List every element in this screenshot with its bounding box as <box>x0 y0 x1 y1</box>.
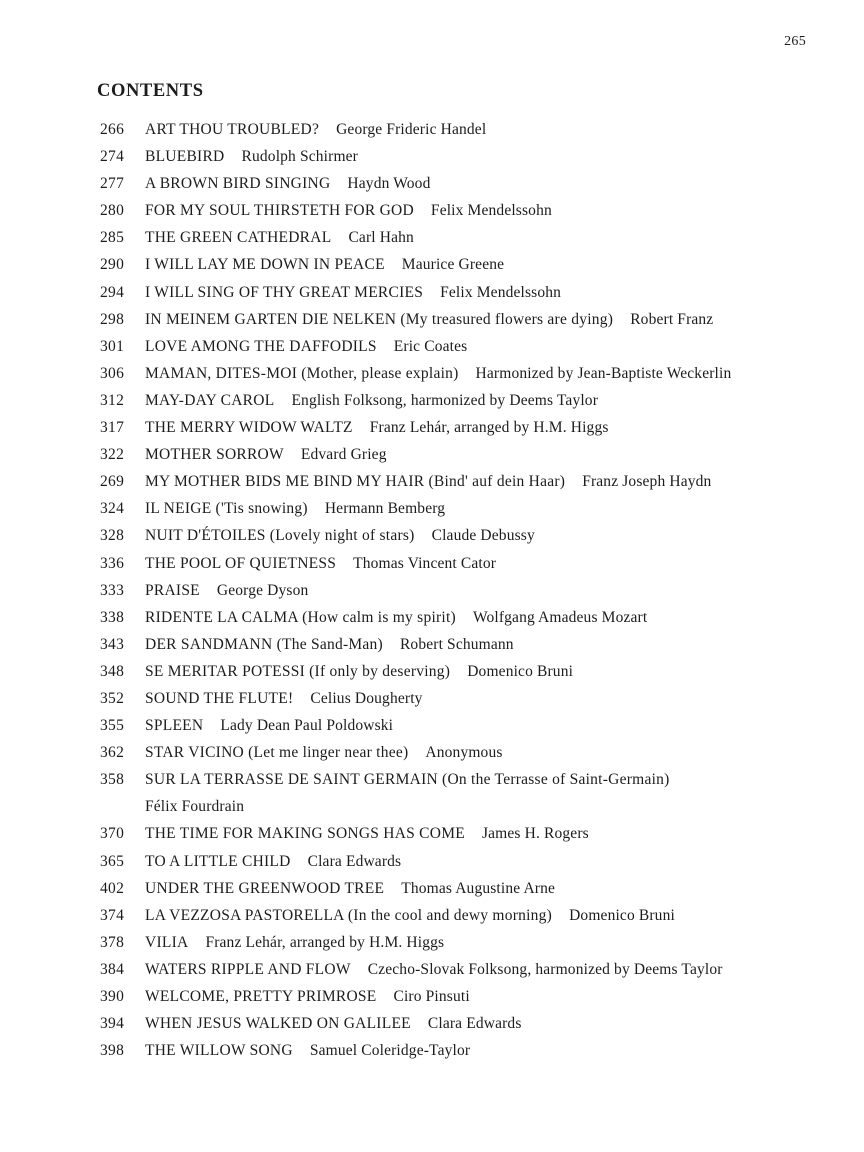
entry-title: MOTHER SORROW <box>145 446 284 464</box>
toc-entry <box>100 333 824 360</box>
toc-entry <box>100 197 824 224</box>
entry-composer: English Folksong, harmonized by Deems Taylor <box>291 391 599 409</box>
toc-entry <box>100 441 824 468</box>
toc-entry <box>100 631 824 658</box>
entry-title: THE MERRY WIDOW WALTZ <box>145 419 353 437</box>
entry-title: THE TIME FOR MAKING SONGS HAS COME <box>145 825 465 843</box>
entry-title: MAMAN, DITES-MOI (Mother, please explain) <box>145 364 459 382</box>
entry-title: DER SANDMANN (The Sand-Man) <box>145 635 383 653</box>
entry-title: SPLEEN <box>145 717 204 735</box>
entry-page-number: 398 <box>100 1042 125 1060</box>
entry-composer: Felix Mendelssohn <box>430 202 552 220</box>
entry-composer: Samuel Coleridge-Taylor <box>309 1042 471 1060</box>
entry-title: WATERS RIPPLE AND FLOW <box>145 960 351 978</box>
entry-page-number: 365 <box>100 852 125 870</box>
toc-entry <box>100 577 824 604</box>
entry-title: LOVE AMONG THE DAFFODILS <box>145 337 377 355</box>
toc-entry <box>100 902 824 929</box>
entry-title: VILIA <box>145 933 189 951</box>
toc-entry <box>100 766 824 793</box>
entry-title: FOR MY SOUL THIRSTETH FOR GOD <box>145 202 414 220</box>
toc-entry <box>100 143 824 170</box>
toc-entry <box>100 1010 824 1037</box>
entry-page-number: 294 <box>100 283 125 301</box>
entry-page-number: 312 <box>100 391 125 409</box>
entry-composer: Hermann Bemberg <box>324 500 446 518</box>
entry-composer: Claude Debussy <box>431 527 535 545</box>
toc-entry <box>100 685 824 712</box>
toc-entry <box>100 522 824 549</box>
entry-page-number: 394 <box>100 1015 125 1033</box>
toc-entry <box>100 956 824 983</box>
entry-title: THE POOL OF QUIETNESS <box>145 554 337 572</box>
entry-page-number: 322 <box>100 446 125 464</box>
toc-entry <box>100 251 824 278</box>
entry-page-number: 306 <box>100 364 125 382</box>
entry-page-number: 280 <box>100 202 125 220</box>
toc-entry-continuation <box>100 793 824 820</box>
toc-entry <box>100 468 824 495</box>
entry-composer: Lady Dean Paul Poldowski <box>220 717 394 735</box>
entry-page-number: 285 <box>100 229 125 247</box>
toc-entry <box>100 929 824 956</box>
entry-composer: Thomas Augustine Arne <box>401 879 556 897</box>
toc-entry <box>100 116 824 143</box>
toc-entry <box>100 875 824 902</box>
entry-page-number: 266 <box>100 121 125 138</box>
entry-page-number: 370 <box>100 825 125 843</box>
entry-composer: Haydn Wood <box>347 175 431 193</box>
entry-title: IL NEIGE ('Tis snowing) <box>145 500 308 518</box>
entry-composer: Clara Edwards <box>427 1015 522 1033</box>
entry-composer: Félix Fourdrain <box>145 798 245 816</box>
entry-page-number: 274 <box>100 148 125 166</box>
entry-composer: George Dyson <box>216 581 309 599</box>
entry-page-number: 336 <box>100 554 125 572</box>
entry-composer: Eric Coates <box>393 337 468 355</box>
entry-title: MY MOTHER BIDS ME BIND MY HAIR (Bind' auf dein Haar) <box>145 473 566 491</box>
entry-composer: Ciro Pinsuti <box>393 988 470 1005</box>
entry-page-number: 269 <box>100 473 125 491</box>
entry-title: MAY-DAY CAROL <box>145 391 275 409</box>
entry-composer: Franz Lehár, arranged by H.M. Higgs <box>205 933 445 951</box>
entry-title: ART THOU TROUBLED? <box>145 121 320 138</box>
entry-page-number: 298 <box>100 310 125 328</box>
toc-entry <box>100 170 824 197</box>
entry-title: TO A LITTLE CHILD <box>145 852 291 870</box>
entry-composer: Domenico Bruni <box>467 662 574 680</box>
entry-composer: Anonymous <box>425 744 503 762</box>
entry-page-number: 358 <box>100 771 125 789</box>
entry-title: SUR LA TERRASSE DE SAINT GERMAIN (On the Terrasse of Saint-Germain) <box>145 771 670 789</box>
entry-page-number: 378 <box>100 933 125 951</box>
entry-title: A BROWN BIRD SINGING <box>145 175 331 193</box>
entry-title: BLUEBIRD <box>145 148 225 166</box>
entry-composer: Czecho-Slovak Folksong, harmonized by Deems Taylor <box>367 960 723 978</box>
entry-title: SOUND THE FLUTE! <box>145 689 294 707</box>
entry-composer: Wolfgang Amadeus Mozart <box>472 608 648 626</box>
entry-page-number: 328 <box>100 527 125 545</box>
entry-title: I WILL SING OF THY GREAT MERCIES <box>145 283 424 301</box>
entry-title: I WILL LAY ME DOWN IN PEACE <box>145 256 385 274</box>
entry-page-number: 352 <box>100 689 125 707</box>
entry-composer: Felix Mendelssohn <box>440 283 562 301</box>
entry-page-number: 362 <box>100 744 125 762</box>
entry-composer: Clara Edwards <box>307 852 402 870</box>
toc-entry <box>100 414 824 441</box>
entry-composer: Robert Franz <box>630 310 714 328</box>
entry-composer: Carl Hahn <box>348 229 414 247</box>
entry-page-number: 402 <box>100 879 125 897</box>
toc-entry <box>100 604 824 631</box>
entry-title: WELCOME, PRETTY PRIMROSE <box>145 988 377 1005</box>
entry-composer: James H. Rogers <box>481 825 589 843</box>
page-title: CONTENTS <box>97 81 204 101</box>
entry-page-number: 301 <box>100 337 125 355</box>
entry-page-number: 338 <box>100 608 125 626</box>
entry-page-number: 355 <box>100 717 125 735</box>
entry-page-number: 277 <box>100 175 125 193</box>
toc-entry <box>100 495 824 522</box>
entry-page-number: 343 <box>100 635 125 653</box>
entry-composer: Domenico Bruni <box>569 906 675 924</box>
toc-entry <box>100 360 824 387</box>
entry-composer: Rudolph Schirmer <box>241 148 358 166</box>
entry-title: WHEN JESUS WALKED ON GALILEE <box>145 1015 411 1033</box>
toc-entry <box>100 550 824 577</box>
toc-entry <box>100 1037 824 1064</box>
entry-title: PRAISE <box>145 581 200 599</box>
entry-page-number: 390 <box>100 988 125 1005</box>
entry-title: SE MERITAR POTESSI (If only by deserving) <box>145 662 451 680</box>
toc-entry <box>100 712 824 739</box>
entry-composer: Franz Lehár, arranged by H.M. Higgs <box>369 419 609 437</box>
entry-composer: George Frideric Handel <box>336 121 487 138</box>
entry-composer: Celius Dougherty <box>310 689 423 707</box>
entry-composer: Robert Schumann <box>399 635 514 653</box>
entry-page-number: 324 <box>100 500 125 518</box>
toc-entry <box>100 387 824 414</box>
entry-title: IN MEINEM GARTEN DIE NELKEN (My treasured flowers are dying) <box>145 310 614 328</box>
page-number: 265 <box>784 34 806 49</box>
entry-composer: Edvard Grieg <box>300 446 387 464</box>
entry-page-number: 384 <box>100 960 125 978</box>
entry-title: UNDER THE GREENWOOD TREE <box>145 879 385 897</box>
entry-page-number: 290 <box>100 256 125 274</box>
entry-title: LA VEZZOSA PASTORELLA (In the cool and dewy morning) <box>145 906 553 924</box>
entry-title: RIDENTE LA CALMA (How calm is my spirit) <box>145 608 456 626</box>
entry-title: THE GREEN CATHEDRAL <box>145 229 332 247</box>
toc-entry <box>100 848 824 875</box>
entry-page-number: 333 <box>100 581 125 599</box>
toc-entry <box>100 306 824 333</box>
entry-title: STAR VICINO (Let me linger near thee) <box>145 744 409 762</box>
toc-entry <box>100 224 824 251</box>
toc-entry <box>100 983 824 1010</box>
entry-page-number: 374 <box>100 906 125 924</box>
entry-page-number: 348 <box>100 662 125 680</box>
toc-entry <box>100 820 824 847</box>
contents-list <box>100 116 824 1064</box>
toc-entry <box>100 739 824 766</box>
entry-composer: Maurice Greene <box>401 256 505 274</box>
entry-composer: Franz Joseph Haydn <box>582 473 712 491</box>
toc-entry <box>100 658 824 685</box>
entry-composer: Harmonized by Jean-Baptiste Weckerlin <box>475 364 732 382</box>
entry-title: NUIT D'ÉTOILES (Lovely night of stars) <box>145 527 415 545</box>
entry-title: THE WILLOW SONG <box>145 1042 293 1060</box>
toc-entry <box>100 279 824 306</box>
entry-composer: Thomas Vincent Cator <box>353 554 497 572</box>
entry-page-number: 317 <box>100 419 125 437</box>
